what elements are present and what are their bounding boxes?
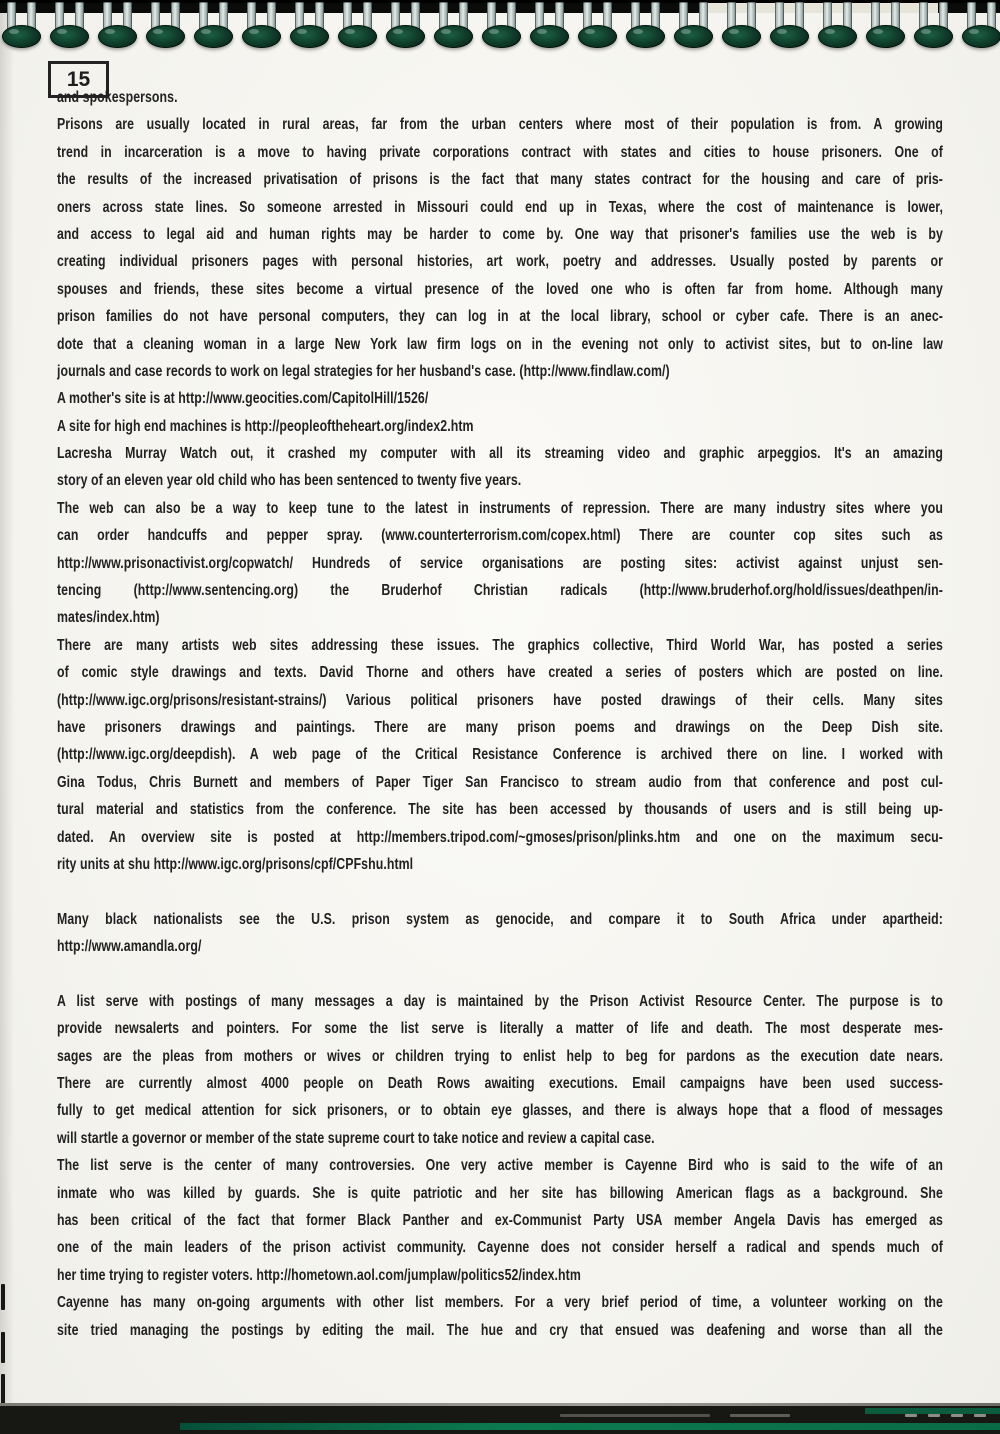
- text-line: [57, 878, 943, 905]
- spiral-binding: [0, 0, 1000, 52]
- spiral-wire-highlight: [777, 29, 787, 34]
- spiral-wire-highlight: [825, 29, 835, 34]
- spiral-binding-loop: [336, 2, 380, 50]
- page-edge-mark: [1, 1374, 5, 1406]
- notebook-bottom-edge: [0, 1406, 1000, 1434]
- text-line: dote that a cleaning woman in a large New York law firm logs on in the evening not only to activist sites, but to on-line law: [57, 335, 943, 353]
- text-line: have prisoners drawings and paintings. There are many prison poems and drawings on the Deep Dish site.: [57, 718, 943, 736]
- text-line: (http://www.igc.org/deepdish). A web page of the Critical Resistance Conference is archived there on line. I worked with: [57, 746, 943, 764]
- bottom-edge-streak: [560, 1414, 710, 1417]
- text-line: has been critical of the fact that former Black Panther and ex-Communist Party USA member Angela Davis has emerged as: [57, 1212, 943, 1230]
- spiral-wire-bend: [626, 25, 665, 48]
- spiral-wire-bend: [578, 25, 617, 48]
- spiral-binding-loop: [48, 2, 92, 50]
- text-line: will startle a governor or member of the state supreme court to take notice and review a capital case.: [57, 1129, 655, 1147]
- spiral-wire-bend: [530, 25, 569, 48]
- text-line: trend in incarceration is a move to having private corporations contract with states and cities to house prisoners. One of: [57, 143, 943, 161]
- bottom-edge-streak: [951, 1414, 963, 1417]
- text-line: (http://www.igc.org/prisons/resistant-strains/) Various political prisoners have posted drawings of their cells. Many sites: [57, 691, 943, 709]
- spiral-wire-highlight: [969, 29, 979, 34]
- spiral-wire-bend: [866, 25, 905, 48]
- spiral-binding-loop: [192, 2, 236, 50]
- text-line: rity units at shu http://www.igc.org/prisons/cpf/CPFshu.html: [57, 855, 414, 873]
- text-line: There are currently almost 4000 people on Death Rows awaiting executions. Email campaigns have been used success-: [57, 1075, 943, 1093]
- spiral-wire-highlight: [249, 29, 259, 34]
- bottom-edge-streak: [905, 1414, 917, 1417]
- text-line: fully to get medical attention for sick prisoners, or to obtain eye glasses, and there is always hope that a flood of messages: [57, 1102, 943, 1120]
- spiral-wire-highlight: [441, 29, 451, 34]
- spiral-wire-bend: [50, 25, 89, 48]
- spiral-wire-bend: [482, 25, 521, 48]
- text-line: Many black nationalists see the U.S. prison system as genocide, and compare it to South Africa under apartheid:: [57, 910, 943, 928]
- spiral-wire-highlight: [537, 29, 547, 34]
- text-line: can order handcuffs and pepper spray. (www.counterterrorism.com/copex.html) There are counter cop sites such as: [57, 527, 943, 545]
- spiral-wire-bend: [434, 25, 473, 48]
- spiral-wire-bend: [194, 25, 233, 48]
- text-line: http://www.amandla.org/: [57, 938, 202, 956]
- spiral-wire-bend: [818, 25, 857, 48]
- text-line: Gina Todus, Chris Burnett and members of Paper Tiger San Francisco to stream audio from that conference and post cul-: [57, 773, 943, 791]
- page-edge-mark: [1, 1332, 5, 1363]
- spiral-binding-loop: [288, 2, 332, 50]
- bottom-edge-streak: [730, 1414, 790, 1417]
- spiral-wire-bend: [290, 25, 329, 48]
- document-text: [57, 84, 943, 1344]
- spiral-wire-highlight: [681, 29, 691, 34]
- bottom-edge-streak: [928, 1414, 940, 1417]
- spiral-wire-bend: [962, 25, 1000, 48]
- spiral-wire-bend: [722, 25, 761, 48]
- spiral-wire-highlight: [201, 29, 211, 34]
- text-line: oners across state lines. So someone arrested in Missouri could end up in Texas, where the cost of maintenance is lower,: [57, 198, 943, 216]
- page-number: 15: [66, 67, 91, 91]
- text-line: provide newsalerts and pointers. For some the list serve is literally a matter of life and death. The most desperate mes-: [57, 1020, 943, 1038]
- text-line: story of an eleven year old child who has been sentenced to twenty five years.: [57, 472, 522, 490]
- spiral-wire-highlight: [873, 29, 883, 34]
- spiral-binding-loop: [720, 2, 764, 50]
- spiral-binding-loop: [816, 2, 860, 50]
- text-line: [57, 961, 943, 988]
- spiral-wire-bend: [674, 25, 713, 48]
- spiral-binding-loop: [480, 2, 524, 50]
- text-line: The web can also be a way to keep tune to the latest in instruments of repression. There are many industry sites where you: [57, 499, 943, 517]
- spiral-wire-bend: [242, 25, 281, 48]
- spiral-binding-loop: [432, 2, 476, 50]
- spiral-wire-highlight: [9, 29, 19, 34]
- text-line: tural material and statistics from the conference. The site has been accessed by thousands of users and is still being up-: [57, 801, 943, 819]
- text-line: inmate who was killed by guards. She is quite patriotic and her site has billowing American flags as a background. She: [57, 1184, 943, 1202]
- spiral-binding-loop: [624, 2, 668, 50]
- spiral-binding-loop: [672, 2, 716, 50]
- bottom-edge-green-stripe: [180, 1423, 1000, 1430]
- text-line: journals and case records to work on legal strategies for her husband's case. (http://www.findlaw.com/): [57, 362, 670, 380]
- text-line: her time trying to register voters. http://hometown.aol.com/jumplaw/politics52/index.htm: [57, 1266, 581, 1284]
- text-line: the results of the increased privatisation of prisons is the fact that many states contract for the housing and care of pris-: [57, 171, 943, 189]
- text-line: http://www.prisonactivist.org/copwatch/ Hundreds of service organisations are posting sites: activist against unjust sen-: [57, 554, 943, 572]
- spiral-binding-loop: [96, 2, 140, 50]
- spiral-wire-bend: [914, 25, 953, 48]
- spiral-wire-highlight: [585, 29, 595, 34]
- spiral-wire-highlight: [921, 29, 931, 34]
- text-line: There are many artists web sites addressing these issues. The graphics collective, Third World War, has posted a series: [57, 636, 943, 654]
- spiral-wire-highlight: [729, 29, 739, 34]
- spiral-wire-bend: [146, 25, 185, 48]
- spiral-wire-bend: [770, 25, 809, 48]
- text-line: A list serve with postings of many messages a day is maintained by the Prison Activist Resource Center. The purpose is to: [57, 992, 943, 1010]
- spiral-wire-bend: [386, 25, 425, 48]
- text-line: spouses and friends, these sites become a virtual presence of the loved one who is often far from home. Although many: [57, 280, 943, 298]
- spiral-binding-loop: [912, 2, 956, 50]
- spiral-wire-highlight: [345, 29, 355, 34]
- text-line: The list serve is the center of many controversies. One very active member is Cayenne Bird who is said to the wife of an: [57, 1157, 943, 1175]
- spiral-binding-loop: [240, 2, 284, 50]
- spiral-binding-loop: [384, 2, 428, 50]
- text-line: creating individual prisoners pages with personal histories, art work, poetry and addresses. Usually posted by parents or: [57, 253, 943, 271]
- text-line: of comic style drawings and texts. David Thorne and others have created a series of posters which are posted on line.: [57, 664, 943, 682]
- spiral-wire-bend: [338, 25, 377, 48]
- text-line: Prisons are usually located in rural areas, far from the urban centers where most of their population is from. A growing: [57, 116, 943, 134]
- spiral-wire-highlight: [105, 29, 115, 34]
- text-line: mates/index.htm): [57, 609, 160, 627]
- text-line: sages are the pleas from mothers or wives or children trying to enlist help to beg for pardons as the execution date nears.: [57, 1047, 943, 1065]
- spiral-wire-bend: [2, 25, 41, 48]
- spiral-binding-loop: [864, 2, 908, 50]
- text-line: one of the main leaders of the prison activist community. Cayenne does not consider herself a radical and spends much of: [57, 1239, 943, 1257]
- text-line: prison families do not have personal computers, they can log in at the local library, school or cyber cafe. There is an anec-: [57, 308, 943, 326]
- text-line: site tried managing the postings by editing the mail. The hue and cry that ensued was deafening and worse than all the: [57, 1321, 943, 1339]
- text-line: Cayenne has many on-going arguments with other list members. For a very brief period of time, a volunteer working on the: [57, 1294, 943, 1312]
- text-line: A mother's site is at http://www.geocities.com/CapitolHill/1526/: [57, 390, 429, 408]
- spiral-wire-bend: [98, 25, 137, 48]
- spiral-wire-highlight: [297, 29, 307, 34]
- spiral-binding-loop: [768, 2, 812, 50]
- bottom-edge-hairline: [0, 1403, 1000, 1406]
- spiral-binding-loop: [0, 2, 44, 50]
- spiral-binding-loop: [960, 2, 1000, 50]
- text-line: and spokespersons.: [57, 89, 178, 106]
- spiral-binding-loop: [528, 2, 572, 50]
- bottom-edge-streak: [974, 1414, 986, 1417]
- text-line: dated. An overview site is posted at http://members.tripod.com/~gmoses/prison/plinks.htm and one on the maximum secu-: [57, 828, 943, 846]
- text-line: tencing (http://www.sentencing.org) the Bruderhof Christian radicals (http://www.bruderhof.org/hold/issues/deathpen/in-: [57, 582, 943, 600]
- spiral-wire-highlight: [153, 29, 163, 34]
- spiral-wire-highlight: [57, 29, 67, 34]
- spiral-binding-loop: [144, 2, 188, 50]
- spiral-binding-loop: [576, 2, 620, 50]
- page-edge-mark: [1, 1284, 5, 1310]
- spiral-wire-highlight: [393, 29, 403, 34]
- text-line: A site for high end machines is http://peopleoftheheart.org/index2.htm: [57, 417, 474, 435]
- text-line: and access to legal aid and human rights may be harder to come by. One way that prisoner's families use the web is by: [57, 225, 943, 243]
- text-line: Lacresha Murray Watch out, it crashed my computer with all its streaming video and graphic arpeggios. It's an amazing: [57, 445, 943, 463]
- spiral-wire-highlight: [489, 29, 499, 34]
- spiral-wire-highlight: [633, 29, 643, 34]
